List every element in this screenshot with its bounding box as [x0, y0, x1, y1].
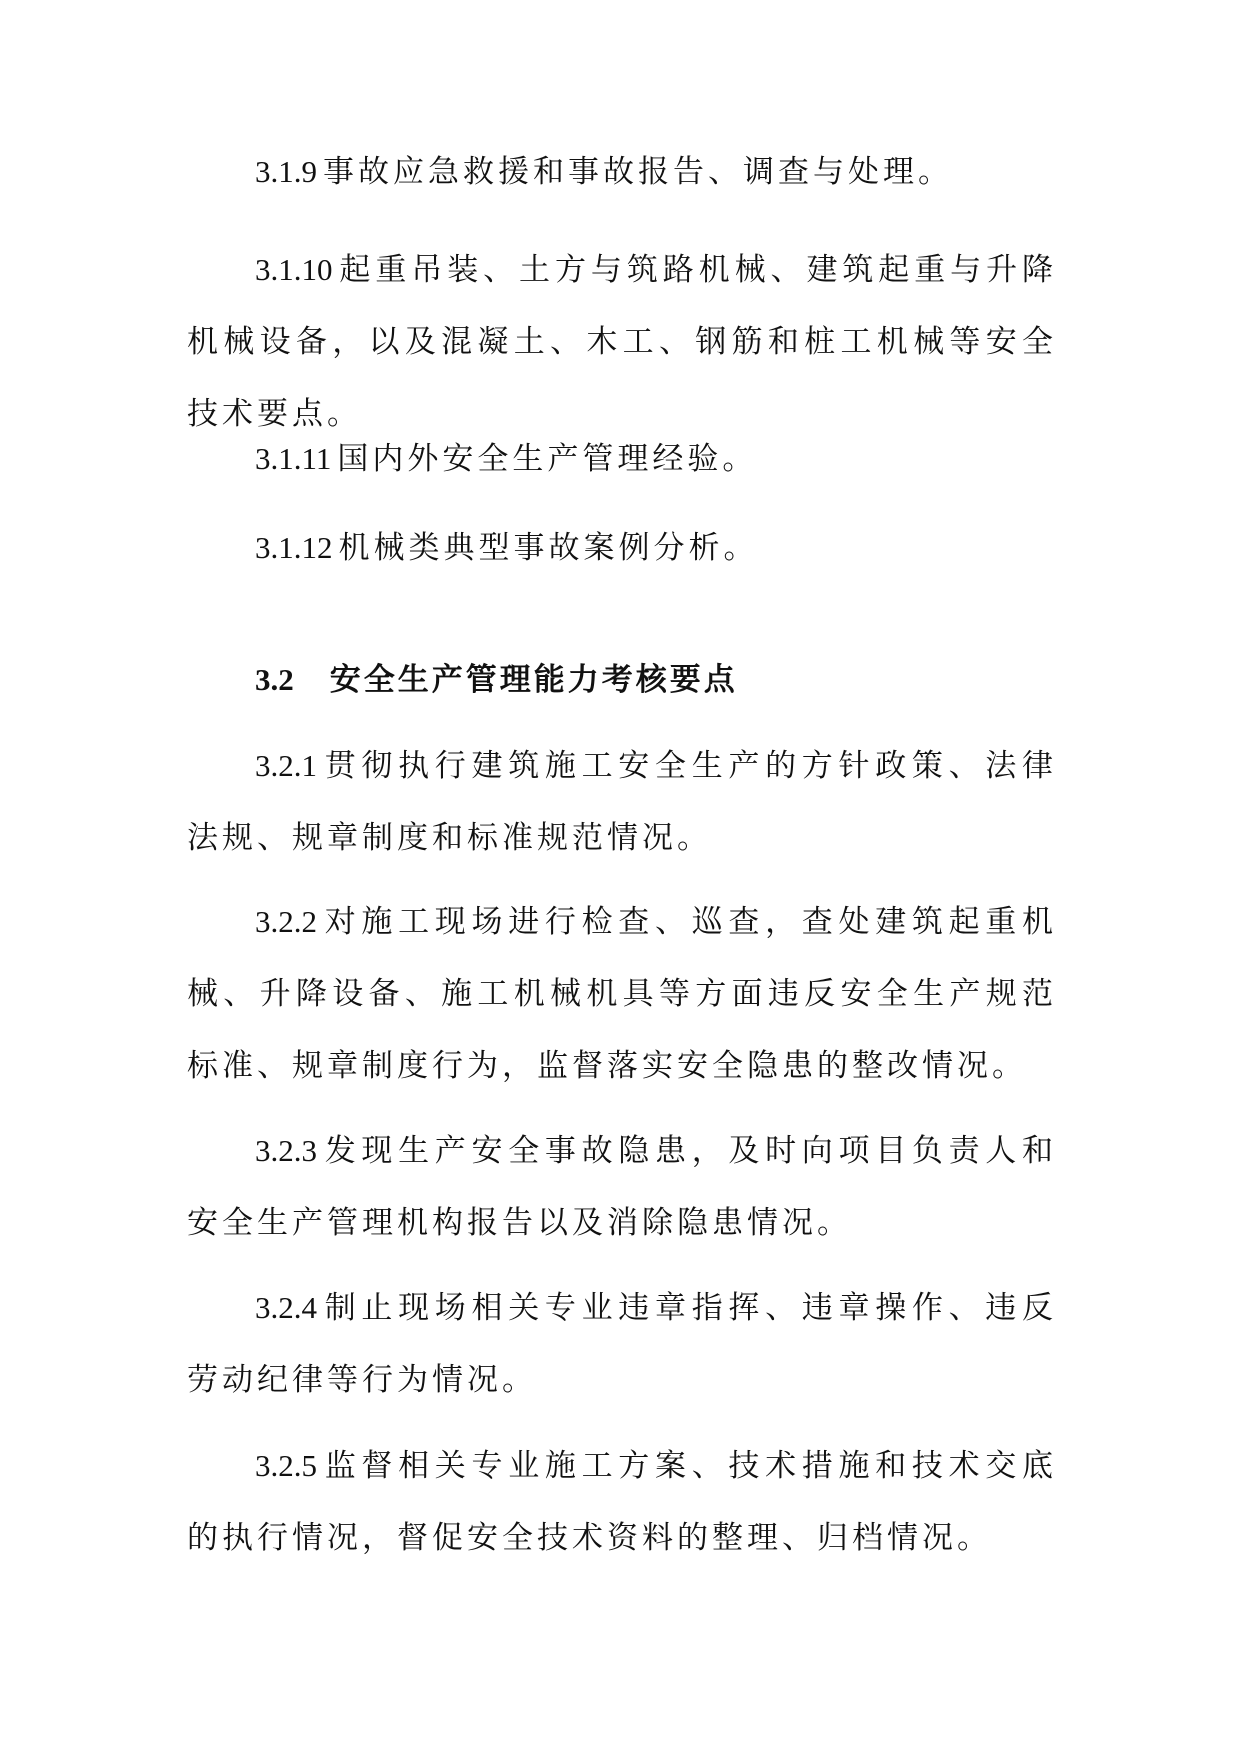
- paragraph-text: 贯彻执行建筑施工安全生产的方针政策、法律法规、规章制度和标准规范情况。: [187, 748, 1057, 856]
- paragraph-3-2-2: [187, 886, 1057, 1102]
- paragraph-3-2-4: [187, 1272, 1057, 1416]
- paragraph-text: 对施工现场进行检查、巡查，查处建筑起重机械、升降设备、施工机械机具等方面违反安全生产规范标准、规章制度行为，监督落实安全隐患的整改情况。: [187, 904, 1057, 1084]
- paragraph-number: 3.2.2: [255, 904, 317, 939]
- paragraph-text: 发现生产安全事故隐患，及时向项目负责人和安全生产管理机构报告以及消除隐患情况。: [187, 1133, 1057, 1241]
- paragraph-text: 制止现场相关专业违章指挥、违章操作、违反劳动纪律等行为情况。: [187, 1290, 1057, 1398]
- paragraph-number: 3.2.4: [255, 1290, 317, 1325]
- paragraph-text: 机械类典型事故案例分析。: [338, 530, 759, 566]
- paragraph-3-1-12: [187, 512, 1057, 584]
- paragraph-3-2-5: [187, 1430, 1057, 1574]
- paragraph-3-1-10: [187, 234, 1057, 450]
- paragraph-text: 国内外安全生产管理经验。: [337, 441, 758, 477]
- paragraph-number: 3.1.12: [255, 530, 333, 565]
- paragraph-3-1-9: [187, 136, 1057, 208]
- paragraph-3-2-1: [187, 730, 1057, 874]
- paragraph-number: 3.2.1: [255, 748, 317, 783]
- paragraph-3-2-3: [187, 1115, 1057, 1259]
- paragraph-text: 事故应急救援和事故报告、调查与处理。: [323, 154, 953, 190]
- paragraph-number: 3.1.10: [255, 252, 333, 287]
- section-number: 3.2: [255, 662, 294, 697]
- section-heading-3-2: [255, 650, 738, 710]
- paragraph-text: 起重吊装、土方与筑路机械、建筑起重与升降机械设备，以及混凝土、木工、钢筋和桩工机械等安全技术要点。: [187, 252, 1057, 432]
- paragraph-number: 3.2.3: [255, 1133, 317, 1168]
- paragraph-text: 监督相关专业施工方案、技术措施和技术交底的执行情况，督促安全技术资料的整理、归档情况。: [187, 1448, 1057, 1556]
- paragraph-3-1-11: [187, 423, 1057, 495]
- paragraph-number: 3.2.5: [255, 1448, 317, 1483]
- section-title: 安全生产管理能力考核要点: [329, 662, 738, 698]
- paragraph-number: 3.1.9: [255, 154, 317, 189]
- paragraph-number: 3.1.11: [255, 441, 332, 476]
